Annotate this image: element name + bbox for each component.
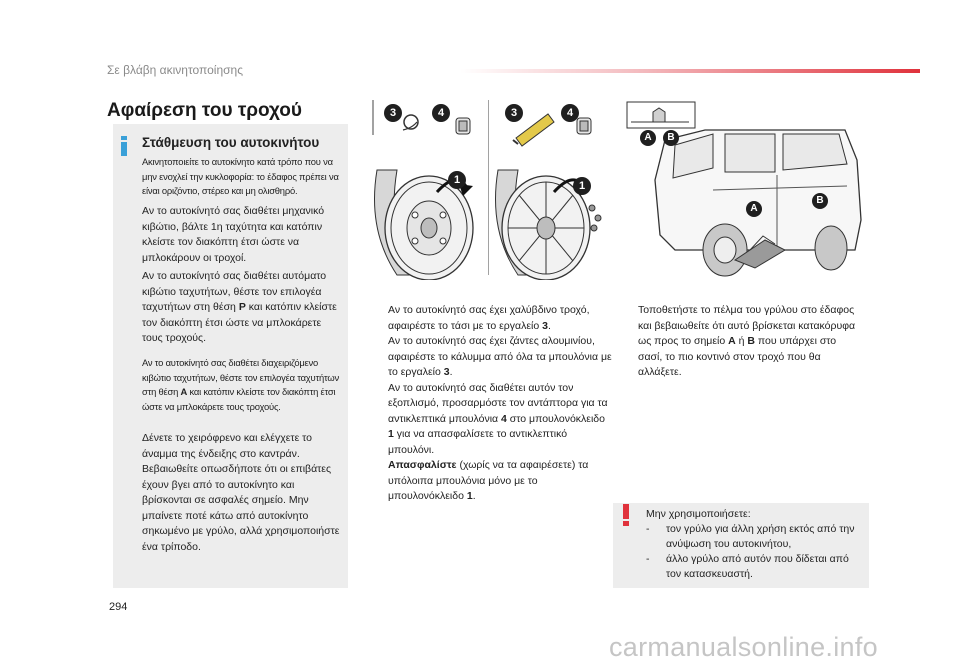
warning-intro: Μην χρησιμοποιήσετε: [646,508,751,520]
instructions-middle [372,303,612,505]
info-box-title: Στάθμευση του αυτοκινήτου [142,135,320,150]
info-paragraph-3: Αν το αυτοκίνητό σας διαθέτει αυτόματο κιβώτιο ταχυτήτων, θέστε τον επιλογέα ταχυτήτων στη θέση P και κατόπιν κλείστε τον διακόπτη έτσι ώστε να μπλοκάρετε τους τροχούς. [142,270,337,344]
label-a-top: A [640,130,656,146]
instructions-right [622,303,862,381]
header-accent-bar [460,69,920,73]
label-3-left: 3 [384,104,402,122]
section-header: Σε βλάβη ακινητοποίησης [107,63,244,77]
info-paragraph-1: Ακινητοποιείτε το αυτοκίνητο κατά τρόπο που να μην ενοχλεί την κυκλοφορία: το έδαφος πρέπει να είναι οριζόντιο, στέρεο και μη ολισθηρό. [142,156,339,196]
info-paragraph-2: Αν το αυτοκίνητό σας διαθέτει μηχανικό κιβώτιο, βάλτε 1η ταχύτητα και κατόπιν κλείστε τον διακόπτη έτσι ώστε να μπλοκάρουν οι τροχοί. [142,205,325,264]
label-a-van: A [746,201,762,217]
instruction-item: Αν το αυτοκίνητό σας έχει χαλύβδινο τροχό, αφαιρέστε το τάσι με το εργαλείο 3. [388,304,590,332]
label-4-right: 4 [561,104,579,122]
info-icon [118,136,130,156]
label-1-right: 1 [573,177,591,195]
instruction-item: Απασφαλίστε (χωρίς να τα αφαιρέσετε) τα υπόλοιπα μπουλόνια μόνο με το μπουλονόκλειδο 1. [388,459,589,502]
label-4-left: 4 [432,104,450,122]
warning-item: - άλλο γρύλο από αυτόν που δίδεται από τον κατασκευαστή. [646,553,849,580]
page-number: 294 [109,601,128,613]
label-b-top: B [663,130,679,146]
warning-icon [619,503,633,527]
warning-content [646,507,864,582]
info-paragraph-5: Δένετε το χειρόφρενο και ελέγχετε το άναμμα της ένδειξης στο καντράν. Βεβαιωθείτε οπωσδήποτε ότι οι επιβάτες έχουν βγει από το αυτοκίνητο και βρίσκονται σε ασφαλές σημείο. Μην μπαίνετε ποτέ κάτω από αυτοκίνητο σηκωμένο με γρύλο, αλλά χρησιμοποιήστε ένα τρίποδο. [142,432,340,553]
label-b-van: B [812,193,828,209]
instruction-item: Αν το αυτοκίνητό σας διαθέτει αυτόν τον εξοπλισμό, προσαρμόστε τον αντάπτορα για τα αντικλεπτικά μπουλόνια 4 στο μπουλονόκλειδο 1 για να απασφαλίσετε το αντικλεπτικό μπουλόνι. [388,381,608,456]
label-3-right: 3 [505,104,523,122]
van-jack-illustration [625,100,865,280]
label-1-left: 1 [448,171,466,189]
warning-item: - τον γρύλο για άλλη χρήση εκτός από την ανύψωση του αυτοκινήτου, [646,523,855,550]
steel-wheel-illustration [367,100,490,280]
instruction-item: Τοποθετήστε το πέλμα του γρύλου στο έδαφος και βεβαιωθείτε ότι αυτό βρίσκεται κατακόρυφα ως προς το σημείο A ή B που υπάρχει στο σασί, το πιο κοντινό στον τροχό που θα αλλάξετε. [638,304,856,378]
watermark: carmanualsonline.info [609,632,878,662]
info-paragraph-4: Αν το αυτοκίνητό σας διαθέτει διαχειριζόμενο κιβώτιο ταχυτήτων, θέστε τον επιλογέα ταχυτήτων στη θέση A και κατόπιν κλείστε τον διακόπτη έτσι ώστε να μπλοκάρετε τους τροχούς. [142,357,339,412]
alloy-wheel-illustration [488,100,610,280]
instruction-item: Αν το αυτοκίνητό σας έχει ζάντες αλουμινίου, αφαιρέστε το κάλυμμα από όλα τα μπουλόνια με το εργαλείο 3. [388,335,612,378]
page-title: Αφαίρεση του τροχού [107,100,302,121]
